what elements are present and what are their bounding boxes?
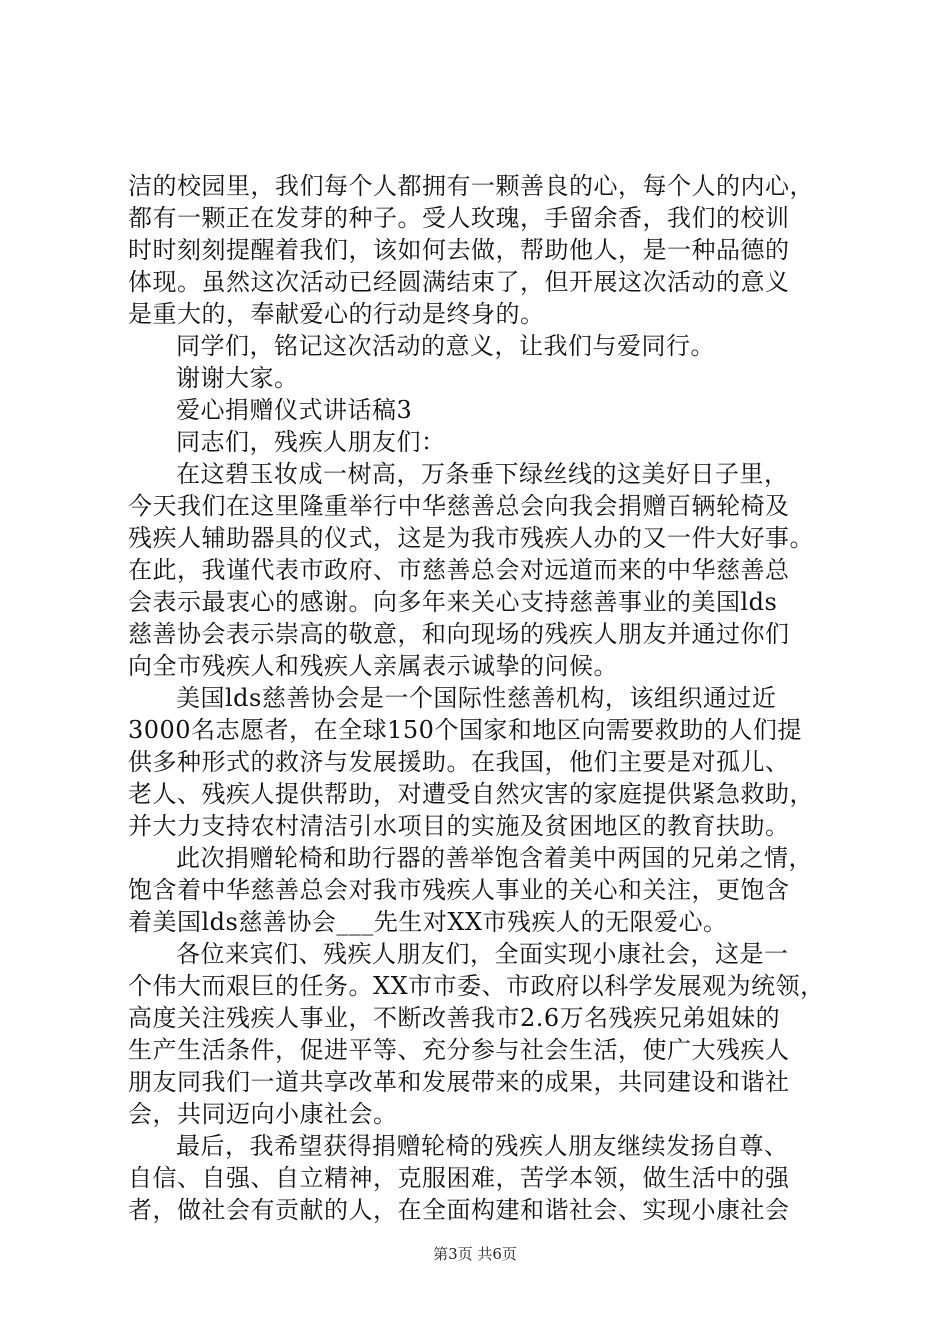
text-line: 在此，我谨代表市政府、市慈善总会对远道而来的中华慈善总 [128, 556, 790, 584]
text-line: 朋友同我们一道共享改革和发展带来的成果，共同建设和谐社 [128, 1068, 790, 1096]
text-line: 同学们，铭记这次活动的意义，让我们与爱同行。 [176, 332, 715, 360]
text-line: 饱含着中华慈善总会对我市残疾人事业的关心和关注，更饱含 [128, 876, 790, 904]
text-line: 是重大的，奉献爱心的行动是终身的。 [128, 300, 545, 328]
text-line: 同志们，残疾人朋友们： [176, 428, 446, 456]
text-line: 爱心捐赠仪式讲话稿3 [176, 396, 413, 424]
text-line: 美国lds慈善协会是一个国际性慈善机构，该组织通过近 [176, 684, 777, 712]
page-footer: 第3页 共6页 [433, 1245, 517, 1263]
text-line: 今天我们在这里隆重举行中华慈善总会向我会捐赠百辆轮椅及 [128, 492, 790, 520]
text-line: 体现。虽然这次活动已经圆满结束了，但开展这次活动的意义 [128, 268, 790, 296]
text-line: 慈善协会表示崇高的敬意，和向现场的残疾人朋友并通过你们 [128, 620, 790, 648]
text-line: 向全市残疾人和残疾人亲属表示诚挚的问候。 [128, 652, 618, 680]
text-line: 供多种形式的救济与发展援助。在我国，他们主要是对孤儿、 [128, 748, 790, 776]
text-line: 残疾人辅助器具的仪式，这是为我市残疾人办的又一件大好事。 [128, 524, 814, 552]
text-line: 都有一颗正在发芽的种子。受人玫瑰，手留余香，我们的校训 [128, 204, 790, 232]
text-line: 此次捐赠轮椅和助行器的善举饱含着美中两国的兄弟之情， [176, 844, 813, 872]
text-line: 自信、自强、自立精神，克服困难，苦学本领，做生活中的强 [128, 1164, 790, 1192]
text-line: 个伟大而艰巨的任务。XX市市委、市政府以科学发展观为统领， [128, 972, 825, 1000]
text-line: 洁的校园里，我们每个人都拥有一颗善良的心，每个人的内心， [128, 172, 814, 200]
text-line: 会表示最衷心的感谢。向多年来关心支持慈善事业的美国lds [128, 588, 778, 616]
text-line: 各位来宾们、残疾人朋友们，全面实现小康社会，这是一 [176, 940, 789, 968]
text-line: 3000名志愿者，在全球150个国家和地区向需要救助的人们提 [128, 716, 802, 744]
text-line: 最后，我希望获得捐赠轮椅的残疾人朋友继续发扬自尊、 [176, 1132, 789, 1160]
text-line: 在这碧玉妆成一树高，万条垂下绿丝线的这美好日子里， [176, 460, 789, 488]
text-line: 老人、残疾人提供帮助，对遭受自然灾害的家庭提供紧急救助， [128, 780, 814, 808]
document-body [128, 170, 828, 1226]
text-line: 生产生活条件，促进平等、充分参与社会生活，使广大残疾人 [128, 1036, 790, 1064]
text-line: 并大力支持农村清洁引水项目的实施及贫困地区的教育扶助。 [128, 812, 790, 840]
text-line: 者，做社会有贡献的人，在全面构建和谐社会、实现小康社会 [128, 1196, 790, 1224]
text-line: 高度关注残疾人事业，不断改善我市2.6万名残疾兄弟姐妹的 [128, 1004, 781, 1032]
text-line: 会，共同迈向小康社会。 [128, 1100, 398, 1128]
text-line: 谢谢大家。 [176, 364, 299, 392]
text-line: 时时刻刻提醒着我们，该如何去做，帮助他人，是一种品德的 [128, 236, 790, 264]
text-line: 着美国lds慈善协会___先生对XX市残疾人的无限爱心。 [128, 908, 728, 936]
